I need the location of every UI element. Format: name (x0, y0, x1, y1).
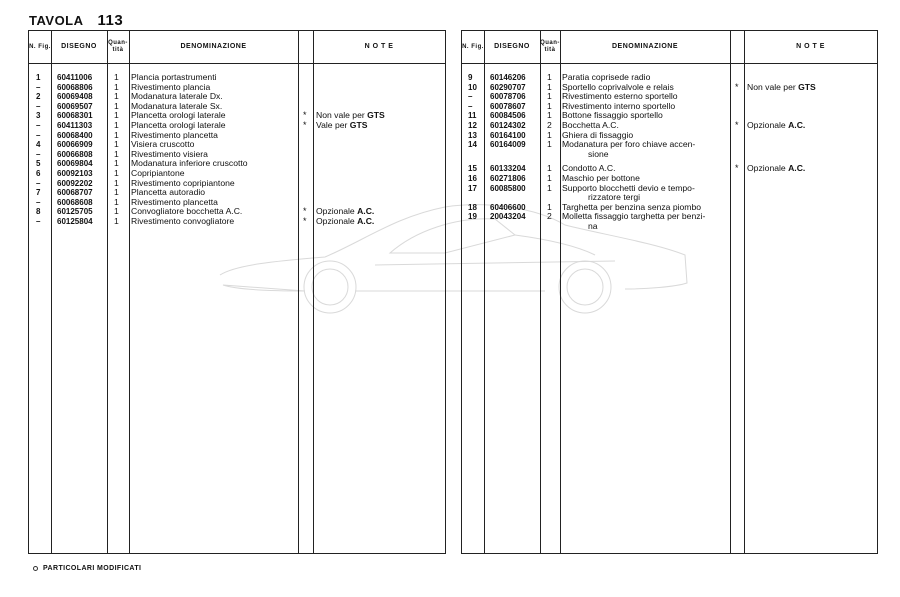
row-note-bold: A.C. (788, 119, 806, 130)
row-qty: 1 (547, 172, 552, 183)
header-fig: N. Fig. (29, 43, 51, 50)
row-disegno: 60069804 (57, 159, 93, 169)
row-denominazione: Condotto A.C. (562, 163, 616, 174)
row-qty: 1 (114, 119, 119, 130)
row-note (316, 121, 367, 131)
row-fig: 5 (36, 159, 41, 169)
header-qty: Quan-tità (108, 40, 128, 53)
row-qty: 1 (547, 110, 552, 121)
row-fig: 15 (468, 164, 477, 174)
row-star: * (735, 163, 739, 174)
row-fig: 10 (468, 82, 477, 92)
row-note-text: Opzionale (316, 215, 358, 226)
row-fig: 9 (468, 73, 473, 82)
row-disegno: 60146206 (490, 73, 526, 82)
row-denominazione: Visiera cruscotto (131, 139, 195, 150)
row-denominazione: Modanatura inferiore cruscotto (131, 158, 248, 169)
header-disegno: DISEGNO (494, 43, 530, 50)
row-fig: 7 (36, 188, 41, 198)
row-star: * (303, 110, 307, 121)
table-row (29, 111, 445, 121)
header-note: N O T E (364, 43, 394, 50)
row-fig: 1 (36, 73, 41, 82)
row-denominazione: Modanatura laterale Dx. (131, 91, 223, 102)
row-denominazione: Rivestimento copripiantone (131, 177, 235, 188)
row-fig: 4 (36, 140, 41, 150)
row-denominazione: rizzatore tergi (588, 192, 641, 203)
row-disegno: 60078607 (490, 101, 526, 111)
row-denominazione: Bocchetta A.C. (562, 119, 619, 130)
row-denominazione: Plancetta autoradio (131, 187, 206, 198)
row-fig: – (36, 216, 41, 226)
row-disegno: 60084506 (490, 111, 526, 121)
row-note-text: Opzionale (747, 163, 789, 174)
row-note-bold: GTS (349, 119, 368, 130)
row-denominazione: Rivestimento plancetta (131, 196, 218, 207)
row-fig: – (36, 101, 41, 111)
row-disegno: 60066909 (57, 140, 93, 150)
row-note (316, 217, 374, 227)
row-star: * (303, 206, 307, 217)
row-denominazione: Rivestimento plancia (131, 81, 211, 92)
row-disegno: 60125705 (57, 207, 93, 217)
row-denominazione: Rivestimento interno sportello (562, 100, 676, 111)
row-disegno: 60068400 (57, 130, 93, 140)
row-disegno: 60406600 (490, 202, 526, 212)
row-fig: 16 (468, 173, 477, 183)
parts-table-left (28, 30, 446, 554)
row-disegno: 60068806 (57, 82, 93, 92)
row-qty: 1 (114, 148, 119, 159)
table-row (29, 169, 445, 179)
row-star: * (735, 119, 739, 130)
row-denominazione: Molletta fissaggio targhetta per benzi- (562, 211, 706, 222)
row-denominazione: Modanatura laterale Sx. (131, 100, 223, 111)
row-fig: 6 (36, 168, 41, 178)
footer-legend (33, 565, 141, 572)
row-qty: 1 (114, 81, 119, 92)
row-denominazione: Bottone fissaggio sportello (562, 110, 663, 121)
row-qty: 1 (547, 182, 552, 193)
row-denominazione: Rivestimento esterno sportello (562, 91, 678, 102)
page-title (29, 12, 123, 29)
row-qty: 1 (547, 91, 552, 102)
row-note-bold: A.C. (357, 215, 375, 226)
table-row (462, 164, 877, 174)
row-note-bold: A.C. (357, 206, 375, 217)
row-denominazione: Maschio per bottone (562, 172, 640, 183)
row-fig: – (36, 178, 41, 188)
row-note-text: Non vale per (316, 110, 368, 121)
header-fig: N. Fig. (462, 43, 484, 50)
row-fig: 12 (468, 120, 477, 130)
row-star: * (303, 215, 307, 226)
row-fig: – (36, 197, 41, 207)
table-row (462, 102, 877, 112)
row-denominazione: Convogliatore bocchetta A.C. (131, 206, 243, 217)
row-note-text: Opzionale (747, 119, 789, 130)
row-star: * (735, 81, 739, 92)
row-qty: 1 (114, 158, 119, 169)
row-fig: 14 (468, 140, 477, 150)
row-qty: 1 (114, 139, 119, 150)
row-note-bold: A.C. (788, 163, 806, 174)
table-row (29, 217, 445, 227)
row-qty: 1 (547, 139, 552, 150)
row-qty: 1 (114, 177, 119, 188)
row-qty: 1 (114, 196, 119, 207)
page-number: 113 (97, 12, 124, 29)
table-row (29, 140, 445, 150)
page-label: TAVOLA (29, 13, 84, 28)
right-rows (462, 73, 877, 232)
left-rows (29, 73, 445, 227)
row-qty: 1 (547, 129, 552, 140)
row-denominazione: Modanatura per foro chiave accen- (562, 139, 696, 150)
row-note-bold: GTS (798, 81, 816, 92)
row-note (747, 164, 805, 174)
row-fig: – (36, 130, 41, 140)
row-qty: 1 (114, 215, 119, 226)
row-denominazione: Supporto blocchetti devio e tempo- (562, 182, 695, 193)
row-disegno: 60085800 (490, 183, 526, 193)
row-disegno: 60068608 (57, 197, 93, 207)
table-row (29, 121, 445, 131)
row-denominazione: Sportello coprivalvole e relais (562, 81, 674, 92)
row-disegno: 60068301 (57, 111, 93, 121)
row-note-bold: GTS (367, 110, 385, 121)
row-denominazione: Paratia coprisede radio (562, 72, 651, 82)
row-note (747, 83, 816, 93)
table-row (29, 188, 445, 198)
table-row (462, 111, 877, 121)
row-qty: 1 (114, 129, 119, 140)
table-row (29, 73, 445, 83)
row-disegno: 60133204 (490, 164, 526, 174)
row-denominazione: Targhetta per benzina senza piombo (562, 201, 702, 212)
row-disegno: 60124302 (490, 120, 526, 130)
row-qty: 1 (114, 72, 119, 82)
row-disegno: 60411006 (57, 73, 93, 82)
row-qty: 1 (114, 187, 119, 198)
table-row (462, 184, 877, 194)
table-row (462, 212, 877, 222)
row-disegno: 60271806 (490, 173, 526, 183)
row-fig: – (468, 92, 473, 102)
header-note: N O T E (796, 43, 825, 50)
row-denominazione: na (588, 220, 598, 231)
table-row (462, 140, 877, 150)
header-disegno: DISEGNO (61, 43, 97, 50)
row-disegno: 60069507 (57, 101, 93, 111)
row-denominazione: Rivestimento plancetta (131, 129, 218, 140)
row-denominazione: Plancetta orologi laterale (131, 110, 226, 121)
row-disegno: 60125804 (57, 216, 93, 226)
parts-table-right (461, 30, 878, 554)
row-qty: 1 (114, 206, 119, 217)
row-fig: 17 (468, 183, 477, 193)
row-fig: – (36, 82, 41, 92)
footer-text: PARTICOLARI MODIFICATI (43, 565, 142, 572)
table-row (29, 92, 445, 102)
row-fig: – (36, 120, 41, 130)
row-fig: 18 (468, 202, 477, 212)
circle-icon (33, 566, 38, 571)
row-denominazione: Rivestimento convogliatore (131, 215, 235, 226)
row-denominazione: Copripiantone (131, 167, 185, 178)
table-row (29, 207, 445, 217)
row-qty: 1 (547, 201, 552, 212)
row-star: * (303, 119, 307, 130)
row-denominazione: Ghiera di fissaggio (562, 129, 634, 140)
row-disegno: 60078706 (490, 92, 526, 102)
row-qty: 1 (114, 100, 119, 111)
row-note-text: Non vale per (747, 81, 799, 92)
row-note-text: Vale per (316, 119, 350, 130)
row-note (747, 121, 805, 131)
row-fig: 8 (36, 207, 41, 217)
row-fig: 2 (36, 92, 41, 102)
row-disegno: 60066808 (57, 149, 93, 159)
row-disegno: 60164009 (490, 140, 526, 150)
table-row (29, 83, 445, 93)
row-qty: 1 (114, 91, 119, 102)
row-disegno: 20043204 (490, 212, 526, 222)
row-qty: 2 (547, 119, 552, 130)
header-qty: Quan-tità (540, 40, 560, 53)
row-denominazione: Rivestimento visiera (131, 148, 208, 159)
row-qty: 1 (114, 167, 119, 178)
row-disegno: 60411303 (57, 120, 93, 130)
table-row (29, 159, 445, 169)
row-disegno: 60092202 (57, 178, 93, 188)
row-qty: 1 (547, 81, 552, 92)
row-disegno: 60068707 (57, 188, 93, 198)
table-row (462, 121, 877, 131)
table-row (29, 179, 445, 189)
row-fig: 13 (468, 130, 477, 140)
table-row (462, 150, 877, 160)
row-qty: 1 (547, 72, 552, 82)
header-denominazione: DENOMINAZIONE (612, 43, 678, 50)
row-fig: 11 (468, 111, 477, 121)
row-fig: 3 (36, 111, 41, 121)
row-denominazione: Plancetta orologi laterale (131, 119, 226, 130)
row-disegno: 60290707 (490, 82, 526, 92)
row-note-text: Opzionale (316, 206, 358, 217)
row-denominazione: sione (588, 148, 609, 159)
row-qty: 1 (114, 110, 119, 121)
row-fig: 19 (468, 212, 477, 222)
row-disegno: 60069408 (57, 92, 93, 102)
row-qty: 2 (547, 211, 552, 222)
row-fig: – (36, 149, 41, 159)
table-row (462, 222, 877, 232)
row-denominazione: Plancia portastrumenti (131, 72, 217, 82)
row-disegno: 60092103 (57, 168, 93, 178)
row-disegno: 60164100 (490, 130, 526, 140)
row-qty: 1 (547, 100, 552, 111)
row-qty: 1 (547, 163, 552, 174)
table-row (29, 131, 445, 141)
header-denominazione: DENOMINAZIONE (180, 43, 247, 50)
row-fig: – (468, 101, 473, 111)
